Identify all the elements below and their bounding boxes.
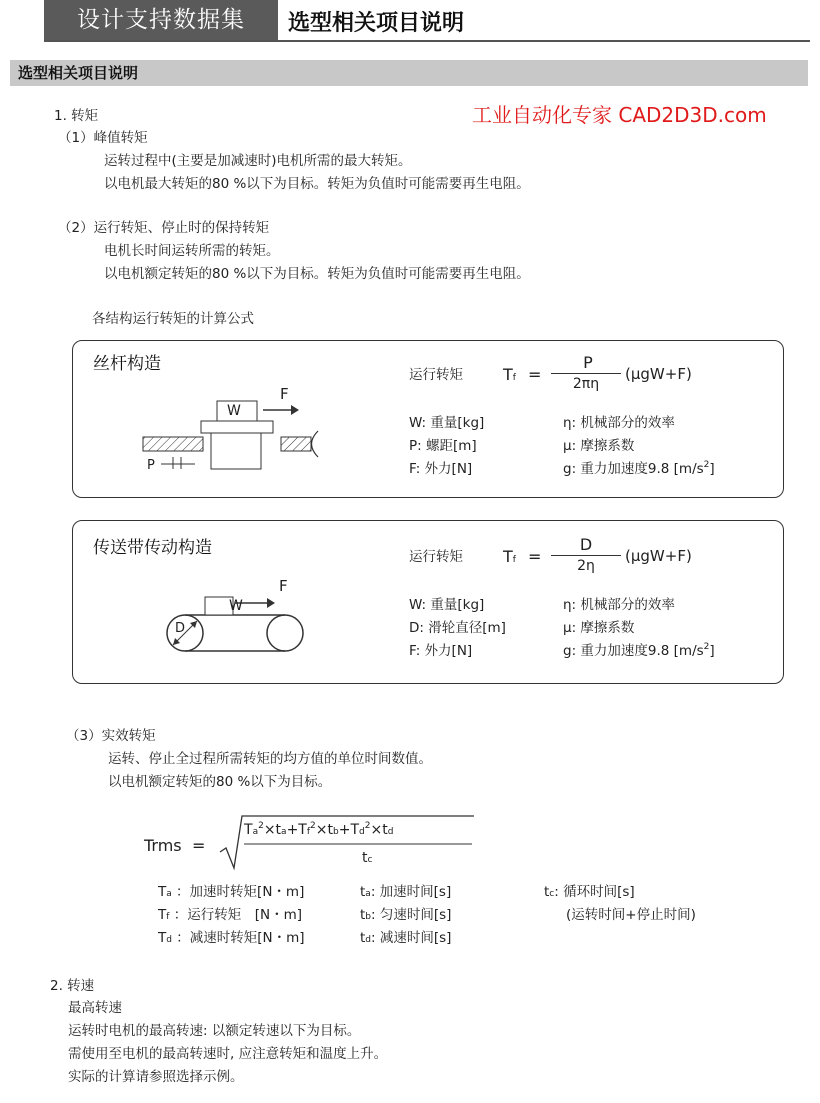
ballscrew-def-g: g: 重力加速度9.8 $[m/s^2]$	[563, 460, 715, 477]
trms-numerator: $Ta^2\times ta+Tf^2\times tb+Td^2\times td$	[244, 821, 394, 838]
ballscrew-eq: =	[528, 365, 542, 384]
right-pulley	[267, 615, 303, 651]
ballscrew-numerator: P	[583, 353, 593, 372]
belt-title: 传送带传动构造	[93, 538, 212, 558]
nut-block	[211, 433, 261, 469]
speed-line3: 实际的计算请参照选择示例。	[68, 1069, 244, 1085]
belt-formula-label: 运行转矩	[409, 549, 463, 565]
pitch-p-label: P	[147, 458, 155, 473]
table-plate	[201, 421, 273, 433]
def-cycle-note: (运转时间+停止时间)	[566, 907, 696, 923]
ballscrew-fraction-bar	[551, 373, 621, 374]
belt-diagram	[163, 581, 323, 661]
running-line1: 电机长时间运转所需的转矩。	[104, 243, 280, 259]
ballscrew-tf: Tf	[503, 365, 516, 384]
running-line2: 以电机额定转矩的80 %以下为目标。转矩为负值时可能需要再生电阻。	[104, 266, 530, 282]
ballscrew-def-eta: η: 机械部分的效率	[563, 415, 675, 431]
sqrt-sign	[218, 812, 478, 872]
speed-sub: 最高转速	[68, 1000, 122, 1016]
belt-box	[72, 520, 784, 684]
def-td: Td ：减速时转矩[N・m]	[158, 930, 305, 946]
trms-denominator: tc	[362, 850, 373, 866]
formula-intro: 各结构运行转矩的计算公式	[92, 311, 254, 327]
peak-line2: 以电机最大转矩的80 %以下为目标。转矩为负值时可能需要再生电阻。	[104, 176, 530, 192]
belt-def-w: W: 重量[kg]	[409, 597, 485, 613]
def-time-d: td: 减速时间[s]	[360, 930, 452, 946]
watermark: 工业自动化专家 CAD2D3D.com	[472, 103, 767, 127]
belt-def-d: D: 滑轮直径[m]	[409, 620, 506, 636]
belt-def-mu: μ: 摩擦系数	[563, 620, 635, 636]
ballscrew-def-f: F: 外力[N]	[409, 461, 473, 477]
ballscrew-denominator: 2πη	[572, 376, 600, 392]
rotation-arc	[312, 431, 319, 457]
def-time-b: tb: 匀速时间[s]	[360, 907, 452, 923]
effective-title: （3）实效转矩	[66, 728, 156, 744]
force-arrow-head	[291, 405, 299, 415]
ballscrew-diagram	[133, 381, 333, 481]
peak-title: （1）峰值转矩	[58, 130, 148, 146]
belt-fraction-bar	[551, 555, 621, 556]
ballscrew-box	[72, 340, 784, 498]
speed-line2: 需使用至电机的最高转速时, 应注意转矩和温度上升。	[68, 1046, 388, 1062]
effective-line1: 运转、停止全过程所需转矩的均方值的单位时间数值。	[108, 751, 432, 767]
header-right-title: 选型相关项目说明	[288, 11, 465, 36]
belt-denominator: 2η	[577, 558, 595, 574]
ballscrew-formula-label: 运行转矩	[409, 367, 463, 383]
belt-f-label: F	[279, 577, 288, 595]
effective-line2: 以电机额定转矩的80 %以下为目标。	[108, 774, 332, 790]
ballscrew-def-mu: μ: 摩擦系数	[563, 438, 635, 454]
belt-def-eta: η: 机械部分的效率	[563, 597, 675, 613]
def-time-c: tc: 循环时间[s]	[544, 884, 635, 900]
torque-heading: 1. 转矩	[54, 108, 99, 124]
ballscrew-tail: (μgW+F)	[625, 365, 692, 383]
belt-w-label: W	[229, 598, 243, 614]
belt-d-label: D	[175, 621, 186, 636]
force-f-label: F	[280, 385, 289, 403]
load-w-label: W	[227, 403, 241, 419]
belt-def-g: g: 重力加速度9.8 $[m/s^2]$	[563, 642, 715, 659]
belt-force-head	[267, 598, 275, 608]
screw-left-hatch	[143, 437, 203, 451]
header-left-title: 设计支持数据集	[44, 0, 278, 40]
speed-line1: 运转时电机的最高转速: 以额定转速以下为目标。	[68, 1023, 361, 1039]
trms-lhs: Trms	[144, 836, 182, 855]
header-rule	[44, 40, 810, 42]
ballscrew-def-p: P: 螺距[m]	[409, 438, 477, 454]
screw-right-hatch	[281, 437, 311, 451]
def-time-a: ta: 加速时间[s]	[360, 884, 452, 900]
belt-numerator: D	[579, 535, 593, 554]
belt-tf: Tf	[503, 547, 516, 566]
def-ta: Ta ：加速时转矩[N・m]	[158, 884, 305, 900]
section-title: 选型相关项目说明	[18, 64, 139, 82]
belt-tail: (μgW+F)	[625, 547, 692, 565]
ballscrew-title: 丝杆构造	[93, 354, 161, 374]
ballscrew-def-w: W: 重量[kg]	[409, 415, 485, 431]
belt-eq: =	[528, 547, 542, 566]
belt-def-f: F: 外力[N]	[409, 643, 473, 659]
running-title: （2）运行转矩、停止时的保持转矩	[58, 220, 270, 236]
trms-eq: =	[192, 836, 206, 855]
peak-line1: 运转过程中(主要是加减速时)电机所需的最大转矩。	[104, 153, 412, 169]
speed-heading: 2. 转速	[50, 978, 95, 994]
def-tf: Tf ：运行转矩 [N・m]	[158, 907, 302, 923]
